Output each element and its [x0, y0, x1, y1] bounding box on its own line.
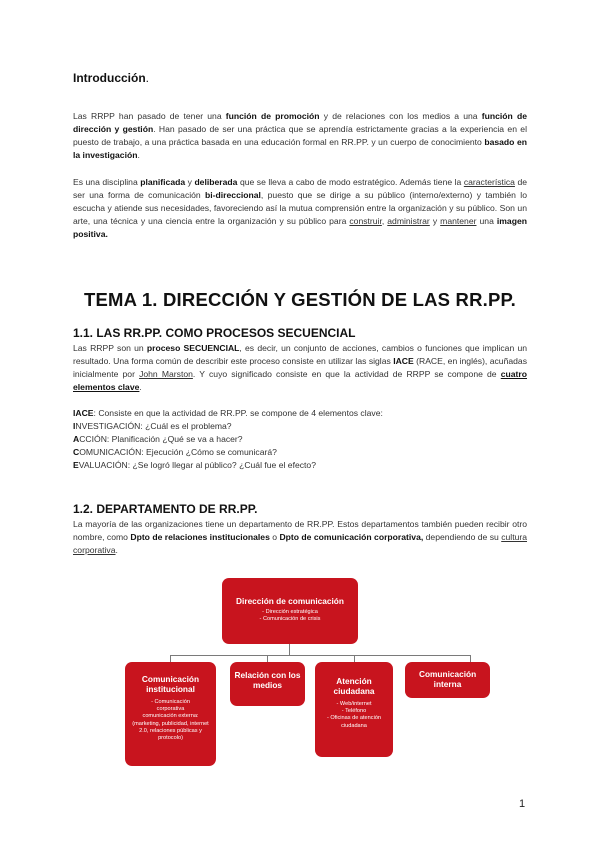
section-1-paragraph: Las RRPP son un proceso SECUENCIAL, es decir, un conjunto de acciones, cambios o funciones que implican un resultado. Una forma común de describir este proceso consiste en utilizar las siglas IACE (RACE, en inglés), acuñadas inicialmente por John Marston. Y cuyo significado consiste en que la actividad de RRPP se compone de cuatro elementos clave. [73, 343, 528, 392]
org-box-direccion [222, 578, 358, 644]
section-2-heading: 1.2. DEPARTAMENTO DE RR.PP. [73, 502, 258, 516]
intro-title: Introducción. [73, 71, 150, 85]
section-1-heading: 1.1. LAS RR.PP. COMO PROCESOS SECUENCIAL [73, 326, 356, 340]
org-box-item: - Web/internet [336, 701, 372, 707]
list-item: COMUNICACIÓN: Ejecución ¿Cómo se comunicará? [73, 447, 277, 457]
org-box-item: - Comunicación corporativa [151, 699, 190, 713]
org-box-comunicacion-interna [405, 662, 490, 698]
org-box-title: Dirección de comunicación [236, 596, 344, 606]
intro-paragraph-1: Las RRPP han pasado de tener una función de promoción y de relaciones con los medios a una función de dirección y gestión. Han pasado de ser una práctica que se aprendía estrictamente gracias a la experiencia en el puesto de trabajo, a una práctica basada en una educación formal en RR.PP. y un cuerpo de conocimiento basado en la investigación. [73, 111, 527, 160]
chapter-title: TEMA 1. DIRECCIÓN Y GESTIÓN DE LAS RR.PP. [83, 289, 517, 310]
org-chart [120, 575, 520, 775]
org-box-comunicacion-institucional [125, 662, 216, 766]
org-box-item: - Comunicación de crisis [259, 615, 321, 622]
section-2-paragraph: La mayoría de las organizaciones tiene un departamento de RR.PP. Estos departamentos también pueden recibir otro nombre, como Dpto de relaciones institucionales o Dpto de comunicación corporativa, dependiendo de su cultura corporativa. [73, 519, 528, 555]
intro-paragraph-2: Es una disciplina planificada y deliberada que se lleva a cabo de modo estratégico. Además tiene la característica de ser una forma de comunicación bi-direccional, puesto que se dirige a su público (interno/externo) y también lo escucha y atiende sus necesidades, favoreciendo así la mutua comprensión entre la organización y su público. Son un arte, una técnica y una ciencia entre la organización y su público para construir, administrar y mantener una imagen positiva. [73, 177, 527, 239]
iace-elements-list [73, 420, 527, 472]
org-box-relacion-medios [230, 662, 305, 706]
org-box-item: comunicación externa: (marketing, publicidad, internet 2.0, relaciones públicas y protocolo) [132, 713, 209, 742]
connector-line [170, 655, 471, 656]
org-box-title: Comunicación interna [419, 669, 477, 689]
org-box-title: Relación con los medios [234, 670, 301, 690]
org-box-item: - Teléfono [341, 708, 367, 715]
org-box-atencion-ciudadana [315, 662, 393, 757]
list-item: ACCIÓN: Planificación ¿Qué se va a hacer? [73, 434, 243, 444]
list-item: INVESTIGACIÓN: ¿Cuál es el problema? [73, 421, 232, 431]
iace-definition: IACE: Consiste en que la actividad de RR.PP. se compone de 4 elementos clave: [73, 408, 383, 418]
list-item: EVALUACIÓN: ¿Se logró llegar al público? ¿Cuál fue el efecto? [73, 460, 316, 470]
org-box-title: Atención ciudadana [333, 676, 375, 696]
org-box-title: Comunicación institucional [141, 674, 200, 694]
page-number: 1 [519, 798, 526, 810]
org-box-item: - Dirección estratégica [262, 608, 318, 615]
org-box-item: - Oficinas de atención ciudadana [326, 715, 382, 729]
